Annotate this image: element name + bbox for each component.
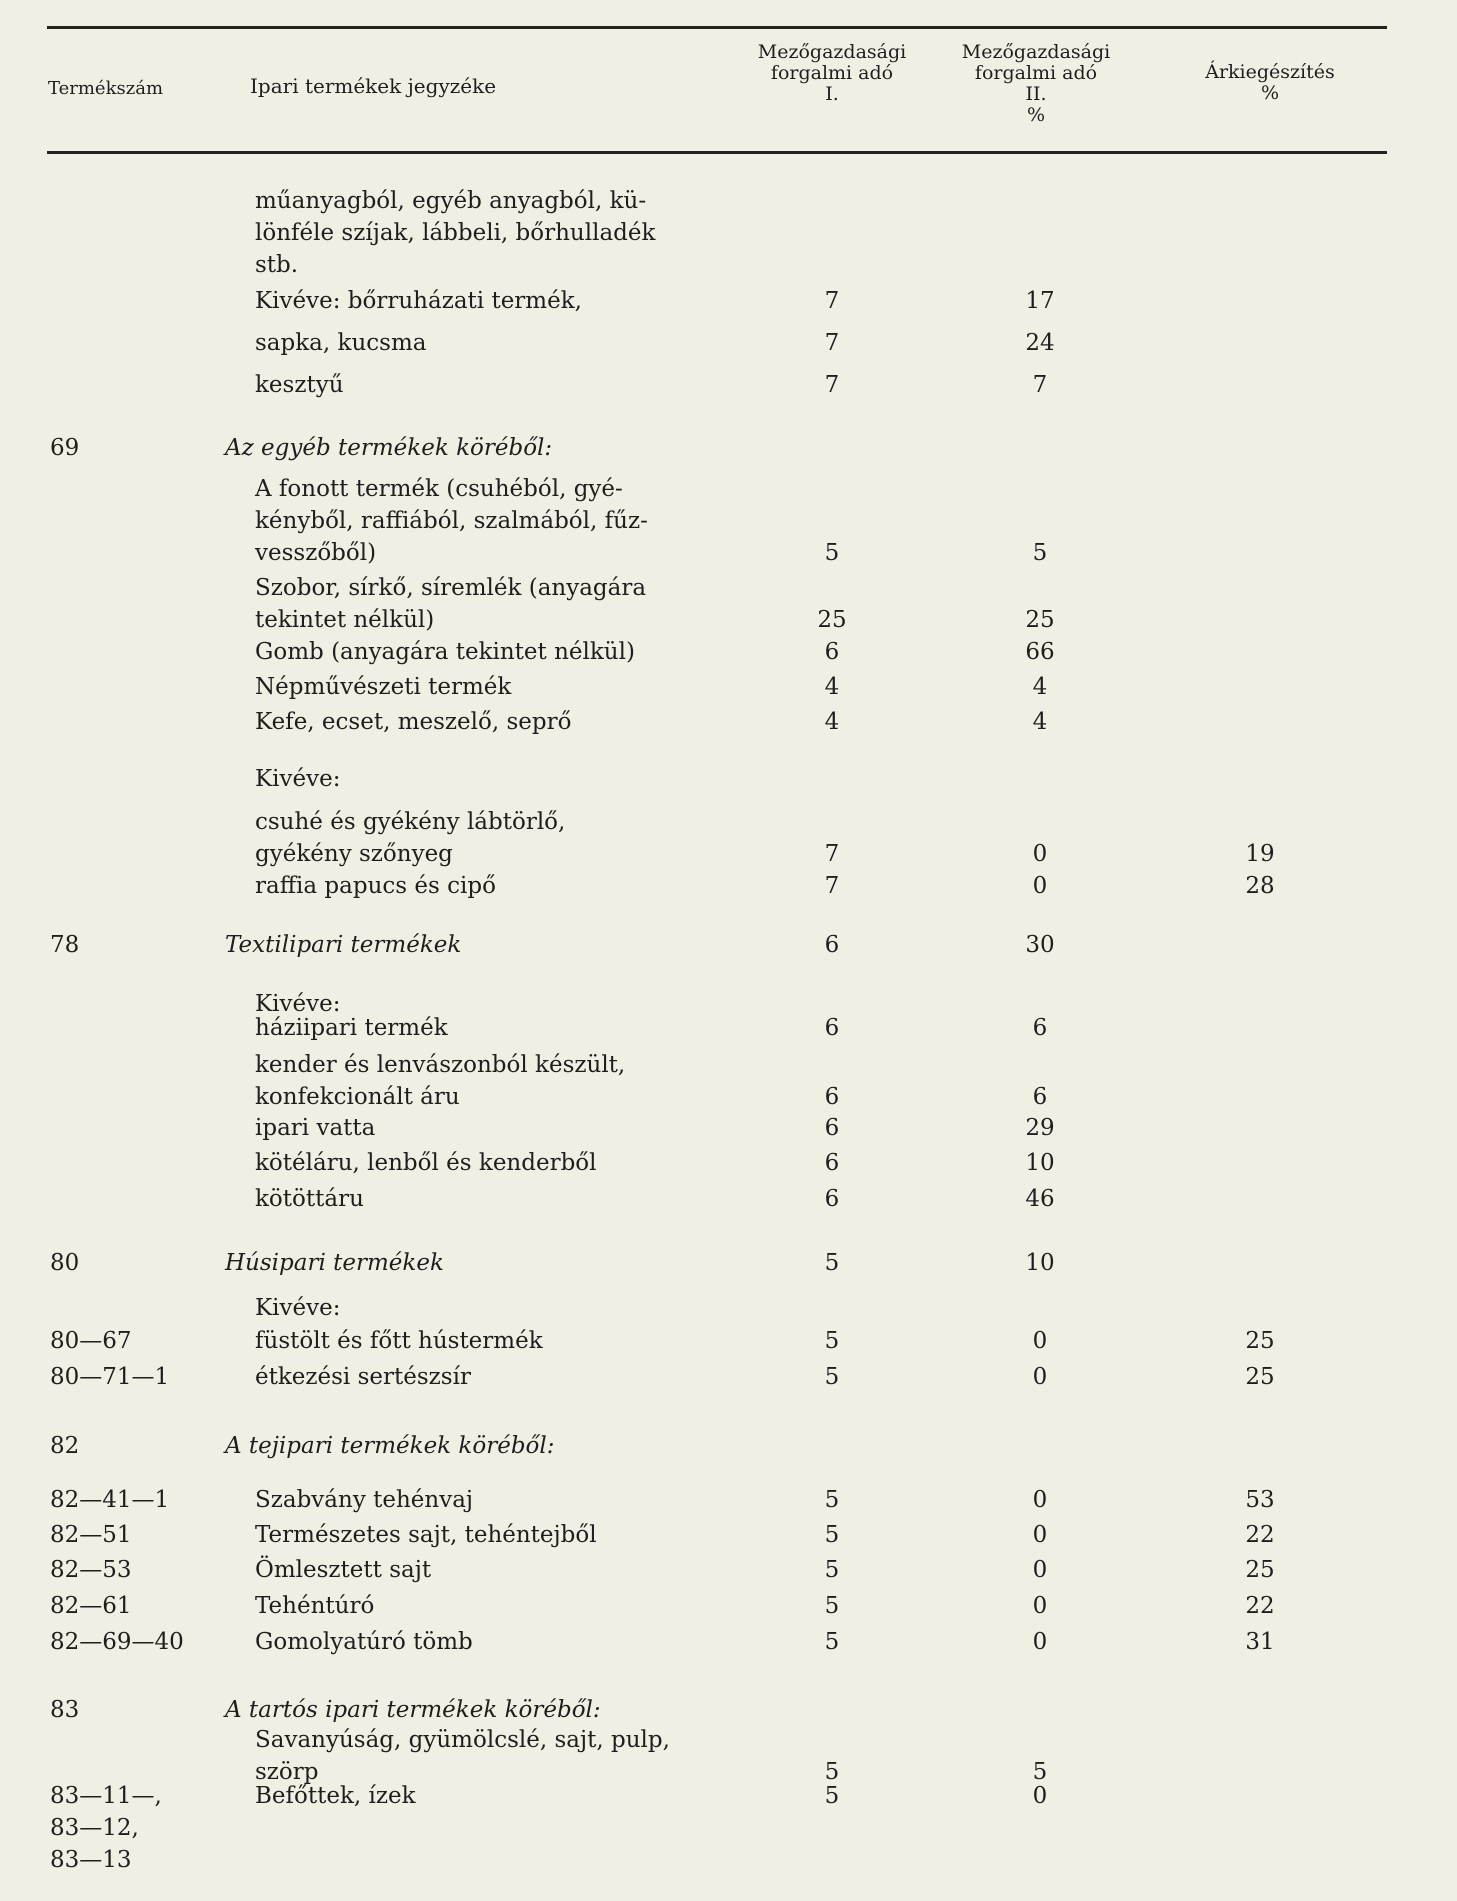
header-rule — [47, 151, 1387, 154]
price-supplement-value: 31 — [1245, 1629, 1275, 1655]
tax-2-value: 46 — [1025, 1186, 1055, 1212]
item-name: Gomb (anyagára tekintet nélkül) — [255, 639, 635, 665]
item-name: Népművészeti termék — [255, 674, 512, 700]
item-name: Kivéve: bőrruházati termék, — [255, 288, 582, 314]
row-code: 83—11—, 83—12, 83—13 — [50, 1783, 162, 1873]
tax-2-value: 0 — [1032, 1328, 1048, 1354]
section-heading: Textilipari termékek — [225, 932, 462, 958]
tax-2-value: 5 — [1032, 1759, 1048, 1785]
header-col1-line2: forgalmi adó — [770, 62, 894, 84]
tax-1-value: 6 — [824, 1015, 840, 1041]
tax-1-value: 4 — [824, 709, 840, 735]
item-name: Szabvány tehénvaj — [255, 1487, 474, 1513]
tax-2-value: 4 — [1032, 709, 1048, 735]
tax-1-value: 6 — [824, 932, 840, 958]
tax-2-value: 10 — [1025, 1150, 1055, 1176]
item-name: kender és lenvászonból készült, konfekcionált áru — [255, 1052, 626, 1110]
item-name: Kefe, ecset, meszelő, seprő — [255, 709, 572, 735]
tax-2-value: 0 — [1032, 1522, 1048, 1548]
tax-2-value: 17 — [1025, 288, 1055, 314]
row-code: 82—53 — [50, 1557, 132, 1583]
tax-1-value: 7 — [824, 841, 840, 867]
tax-2-value: 0 — [1032, 841, 1048, 867]
tax-1-value: 5 — [824, 540, 840, 566]
item-name: csuhé és gyékény lábtörlő, gyékény szőnyeg — [255, 809, 566, 867]
item-name: Befőttek, ízek — [255, 1783, 416, 1809]
tax-1-value: 5 — [824, 1557, 840, 1583]
header-col3-line2: % — [1260, 82, 1280, 104]
tax-2-value: 4 — [1032, 674, 1048, 700]
section-heading: Az egyéb termékek köréből: — [225, 435, 553, 461]
tax-2-value: 0 — [1032, 1783, 1048, 1809]
row-code: 80—67 — [50, 1328, 132, 1354]
row-code: 82—51 — [50, 1522, 132, 1548]
section-heading: Húsipari termékek — [225, 1250, 444, 1276]
tax-1-value: 5 — [824, 1783, 840, 1809]
row-code: 82—41—1 — [50, 1487, 170, 1513]
header-col1-line3: I. — [825, 83, 839, 105]
row-code: 80 — [50, 1250, 80, 1276]
tax-1-value: 7 — [824, 372, 840, 398]
tax-1-value: 6 — [824, 1084, 840, 1110]
tax-2-value: 6 — [1032, 1015, 1048, 1041]
tax-2-value: 0 — [1032, 1364, 1048, 1390]
tax-2-value: 25 — [1025, 607, 1055, 633]
tax-1-value: 5 — [824, 1250, 840, 1276]
item-name: műanyagból, egyéb anyagból, kü- lönféle szíjak, lábbeli, bőrhulladék stb. — [255, 188, 656, 278]
item-name: Tehéntúró — [255, 1593, 375, 1619]
item-name: A fonott termék (csuhéból, gyé- kényből, raffiából, szalmából, fűz- vesszőből) — [255, 476, 648, 566]
tax-1-value: 5 — [824, 1328, 840, 1354]
tax-2-value: 24 — [1025, 330, 1055, 356]
section-heading: A tartós ipari termékek köréből: — [225, 1697, 601, 1723]
row-code: 80—71—1 — [50, 1364, 170, 1390]
tax-1-value: 6 — [824, 1186, 840, 1212]
item-name: kötöttáru — [255, 1186, 364, 1212]
item-name: étkezési sertészsír — [255, 1364, 471, 1390]
price-supplement-value: 19 — [1245, 841, 1275, 867]
item-name: háziipari termék — [255, 1015, 448, 1041]
header-col3-line1: Árkiegészítés — [1205, 61, 1335, 83]
item-name: kötéláru, lenből és kenderből — [255, 1150, 597, 1176]
tax-2-value: 30 — [1025, 932, 1055, 958]
row-code: 82—69—40 — [50, 1629, 184, 1655]
price-supplement-value: 22 — [1245, 1593, 1275, 1619]
tax-2-value: 0 — [1032, 1629, 1048, 1655]
row-code: 69 — [50, 435, 80, 461]
tax-2-value: 0 — [1032, 1557, 1048, 1583]
item-name: kesztyű — [255, 372, 344, 398]
header-col2-line4: % — [1026, 104, 1046, 126]
tax-1-value: 5 — [824, 1629, 840, 1655]
tax-1-value: 7 — [824, 873, 840, 899]
header-col2-line2: forgalmi adó — [974, 62, 1098, 84]
row-code: 78 — [50, 932, 80, 958]
price-supplement-value: 25 — [1245, 1557, 1275, 1583]
tax-1-value: 7 — [824, 330, 840, 356]
tax-2-value: 7 — [1032, 372, 1048, 398]
header-col2-line1: Mezőgazdasági — [961, 41, 1111, 63]
header-name: Ipari termékek jegyzéke — [250, 74, 497, 98]
item-name: sapka, kucsma — [255, 330, 427, 356]
tax-1-value: 25 — [817, 607, 847, 633]
tax-2-value: 0 — [1032, 1593, 1048, 1619]
header-col2 — [936, 42, 1136, 126]
item-name: Kivéve: — [255, 991, 341, 1017]
tax-2-value: 0 — [1032, 1487, 1048, 1513]
tax-2-value: 0 — [1032, 873, 1048, 899]
row-code: 82 — [50, 1433, 80, 1459]
price-supplement-value: 25 — [1245, 1328, 1275, 1354]
price-supplement-value: 25 — [1245, 1364, 1275, 1390]
item-name: füstölt és főtt hústermék — [255, 1328, 543, 1354]
tax-2-value: 29 — [1025, 1115, 1055, 1141]
price-supplement-value: 22 — [1245, 1522, 1275, 1548]
item-name: Természetes sajt, tehéntejből — [255, 1522, 597, 1548]
tax-2-value: 10 — [1025, 1250, 1055, 1276]
tax-2-value: 5 — [1032, 540, 1048, 566]
tax-1-value: 5 — [824, 1487, 840, 1513]
item-name: Kivéve: — [255, 1295, 341, 1321]
header-col1-line1: Mezőgazdasági — [757, 41, 907, 63]
header-col1 — [732, 42, 932, 105]
item-name: Ömlesztett sajt — [255, 1557, 432, 1583]
header-code: Termékszám — [48, 78, 164, 99]
item-name: Gomolyatúró tömb — [255, 1629, 473, 1655]
price-supplement-value: 28 — [1245, 873, 1275, 899]
row-code: 82—61 — [50, 1593, 132, 1619]
tax-1-value: 7 — [824, 288, 840, 314]
tax-1-value: 5 — [824, 1364, 840, 1390]
tax-1-value: 6 — [824, 639, 840, 665]
row-code: 83 — [50, 1697, 80, 1723]
item-name: ipari vatta — [255, 1115, 376, 1141]
tax-2-value: 66 — [1025, 639, 1055, 665]
header-col2-line3: II. — [1025, 83, 1047, 105]
tax-1-value: 6 — [824, 1115, 840, 1141]
price-supplement-value: 53 — [1245, 1487, 1275, 1513]
section-heading: A tejipari termékek köréből: — [225, 1433, 555, 1459]
item-name: Szobor, sírkő, síremlék (anyagára tekintet nélkül) — [255, 575, 647, 633]
tax-1-value: 5 — [824, 1593, 840, 1619]
tax-2-value: 6 — [1032, 1084, 1048, 1110]
top-rule — [47, 26, 1387, 29]
tax-1-value: 5 — [824, 1759, 840, 1785]
header-col3 — [1160, 62, 1380, 104]
tax-1-value: 5 — [824, 1522, 840, 1548]
item-name: Kivéve: — [255, 766, 341, 792]
item-name: raffia papucs és cipő — [255, 873, 496, 899]
item-name: Savanyúság, gyümölcslé, sajt, pulp, szörp — [255, 1727, 670, 1785]
tax-1-value: 4 — [824, 674, 840, 700]
tax-1-value: 6 — [824, 1150, 840, 1176]
